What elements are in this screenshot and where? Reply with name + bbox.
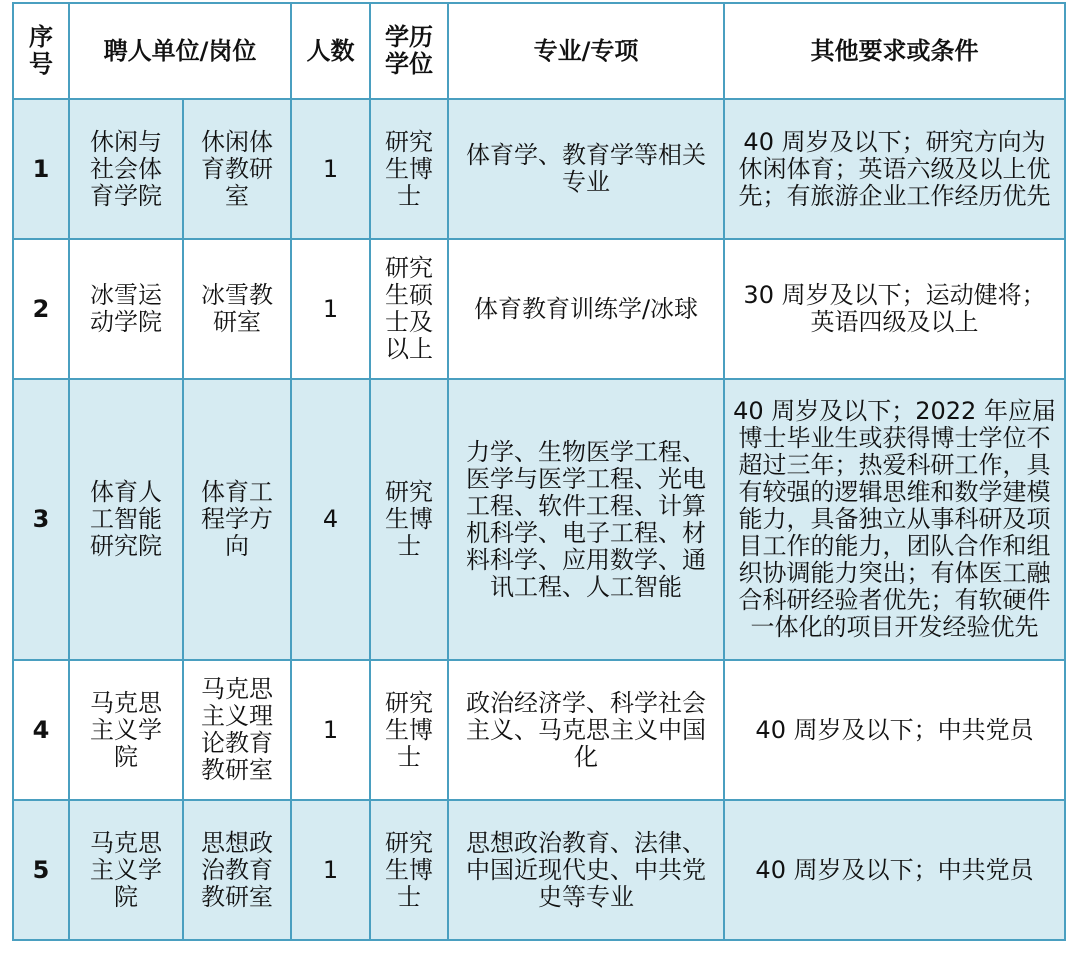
row-unit: 冰雪运动学院 <box>69 239 183 379</box>
row-unit: 马克思主义学院 <box>69 800 183 940</box>
header-count: 人数 <box>291 3 370 99</box>
row-degree: 研究生博士 <box>370 379 448 660</box>
row-index: 3 <box>13 379 69 660</box>
table-row <box>13 239 1065 379</box>
table-header-row <box>13 3 1065 99</box>
row-count: 1 <box>291 239 370 379</box>
table-row <box>13 379 1065 660</box>
header-degree: 学历学位 <box>370 3 448 99</box>
row-count: 1 <box>291 660 370 800</box>
row-major: 体育教育训练学/冰球 <box>448 239 724 379</box>
row-conditions: 40 周岁及以下；研究方向为休闲体育；英语六级及以上优先；有旅游企业工作经历优先 <box>724 99 1065 239</box>
header-index: 序号 <box>13 3 69 99</box>
row-index: 4 <box>13 660 69 800</box>
row-index: 1 <box>13 99 69 239</box>
header-major: 专业/专项 <box>448 3 724 99</box>
recruitment-table <box>12 2 1064 939</box>
row-post: 思想政治教育教研室 <box>183 800 291 940</box>
table-row <box>13 99 1065 239</box>
row-major: 政治经济学、科学社会主义、马克思主义中国化 <box>448 660 724 800</box>
row-count: 4 <box>291 379 370 660</box>
row-index: 2 <box>13 239 69 379</box>
table-row <box>13 660 1065 800</box>
row-degree: 研究生博士 <box>370 99 448 239</box>
row-count: 1 <box>291 99 370 239</box>
row-conditions: 40 周岁及以下；中共党员 <box>724 660 1065 800</box>
row-post: 马克思主义理论教育教研室 <box>183 660 291 800</box>
row-post: 体育工程学方向 <box>183 379 291 660</box>
row-unit: 休闲与社会体育学院 <box>69 99 183 239</box>
row-major: 体育学、教育学等相关专业 <box>448 99 724 239</box>
row-degree: 研究生硕士及以上 <box>370 239 448 379</box>
table-row <box>13 800 1065 940</box>
row-unit: 体育人工智能研究院 <box>69 379 183 660</box>
row-degree: 研究生博士 <box>370 660 448 800</box>
header-conditions: 其他要求或条件 <box>724 3 1065 99</box>
row-conditions: 40 周岁及以下；2022 年应届博士毕业生或获得博士学位不超过三年；热爱科研工作，具有较强的逻辑思维和数学建模能力，具备独立从事科研及项目工作的能力，团队合作和组织协调能力突出；有体医工融合科研经验者优先；有软硬件一体化的项目开发经验优先 <box>724 379 1065 660</box>
row-conditions: 30 周岁及以下；运动健将；英语四级及以上 <box>724 239 1065 379</box>
row-index: 5 <box>13 800 69 940</box>
row-post: 休闲体育教研室 <box>183 99 291 239</box>
row-degree: 研究生博士 <box>370 800 448 940</box>
row-major: 力学、生物医学工程、医学与医学工程、光电工程、软件工程、计算机科学、电子工程、材料科学、应用数学、通讯工程、人工智能 <box>448 379 724 660</box>
header-unit-post: 聘人单位/岗位 <box>69 3 291 99</box>
row-post: 冰雪教研室 <box>183 239 291 379</box>
row-conditions: 40 周岁及以下；中共党员 <box>724 800 1065 940</box>
row-major: 思想政治教育、法律、中国近现代史、中共党史等专业 <box>448 800 724 940</box>
row-count: 1 <box>291 800 370 940</box>
row-unit: 马克思主义学院 <box>69 660 183 800</box>
